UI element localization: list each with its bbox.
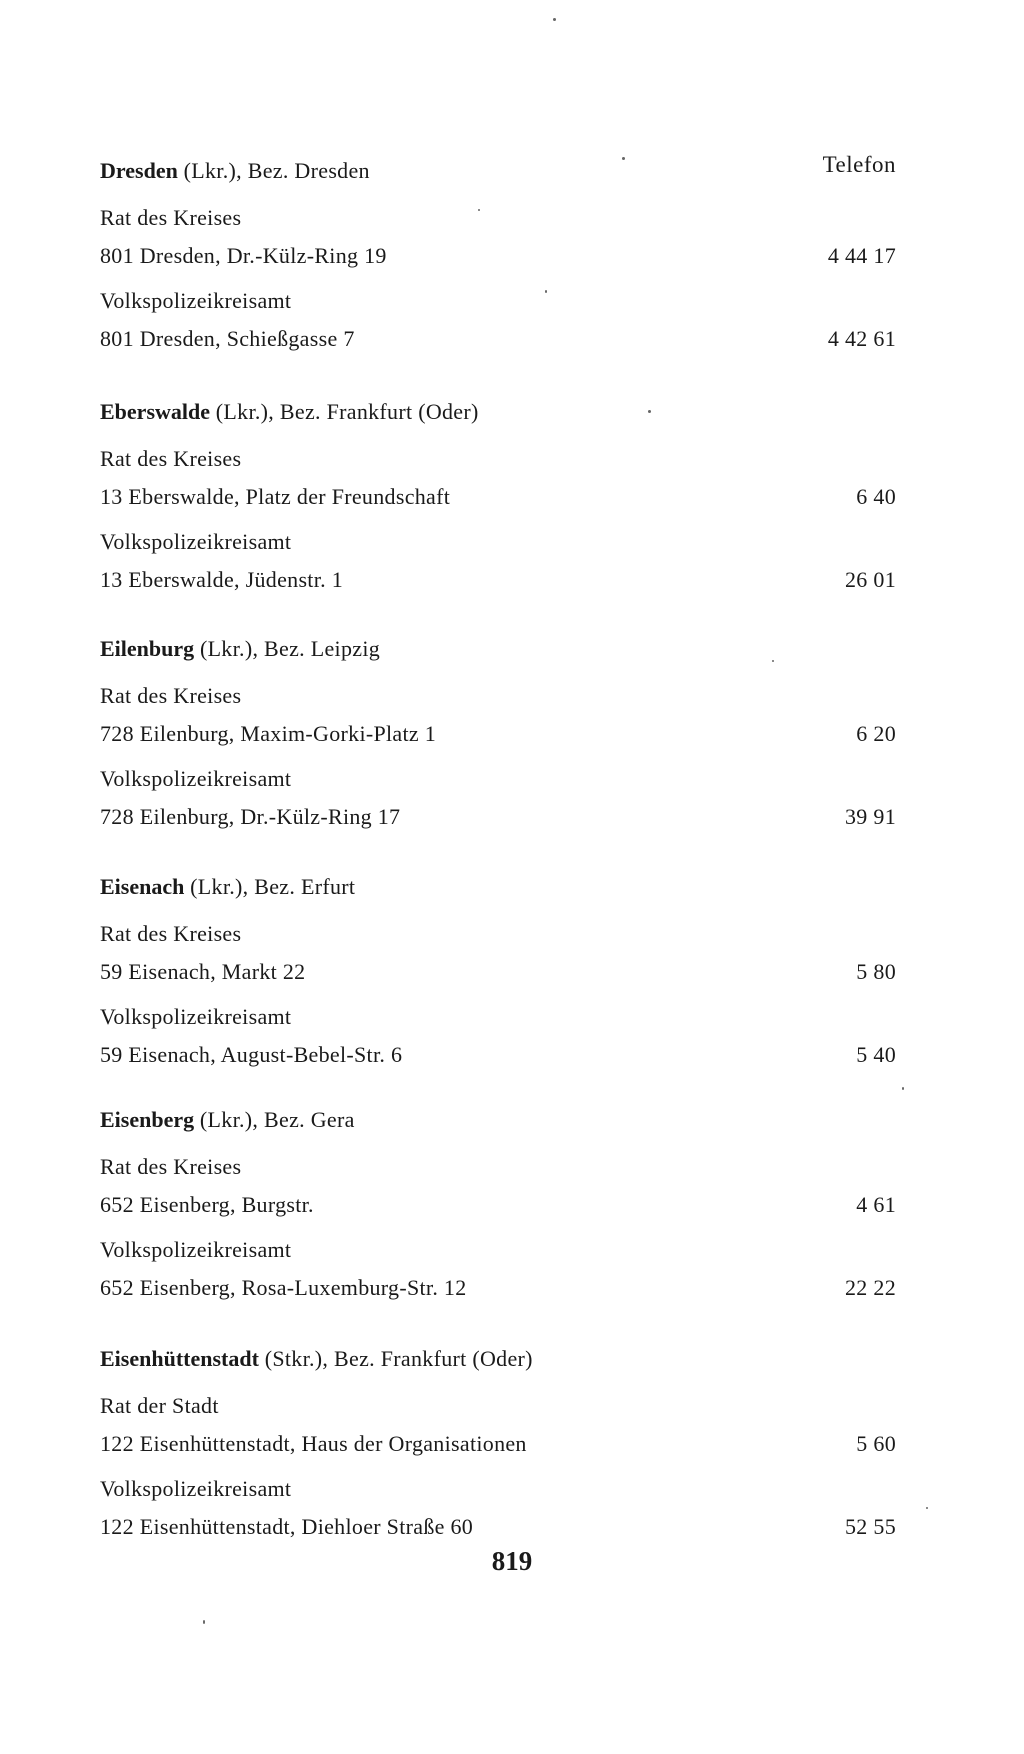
- office-name-row: [100, 677, 896, 715]
- scan-speck: [203, 1620, 205, 1624]
- office-name: Rat des Kreises: [100, 683, 242, 708]
- office-address: 801 Dresden, Schießgasse 7: [100, 326, 355, 351]
- entry-heading: [100, 152, 896, 192]
- office-name: Volkspolizeikreisamt: [100, 766, 292, 791]
- place-name: Eisenach: [100, 874, 185, 899]
- office-name-row: [100, 1387, 896, 1425]
- office-address: 59 Eisenach, Markt 22: [100, 959, 306, 984]
- scan-speck: [772, 660, 774, 662]
- directory-entry-dresden: [100, 152, 896, 358]
- phone-number: 4 42 61: [827, 326, 896, 351]
- office-name-row: [100, 199, 896, 237]
- office-address: 801 Dresden, Dr.-Külz-Ring 19: [100, 243, 387, 268]
- phone-number: 5 80: [856, 959, 896, 984]
- office-address: 13 Eberswalde, Platz der Freundschaft: [100, 484, 451, 509]
- office-name: Rat des Kreises: [100, 446, 242, 471]
- office-name: Rat der Stadt: [100, 1393, 219, 1418]
- place-qualifier: (Lkr.), Bez. Dresden: [177, 158, 370, 183]
- scan-speck: [553, 18, 556, 21]
- office-name: Rat des Kreises: [100, 1154, 242, 1179]
- office-address: 652 Eisenberg, Burgstr.: [100, 1192, 314, 1217]
- office-address-row: [100, 320, 896, 358]
- office-address-row: [100, 798, 896, 836]
- page-number: 819: [491, 1546, 533, 1576]
- entry-heading: [100, 1340, 896, 1380]
- entry-heading: [100, 868, 896, 908]
- place-qualifier: (Lkr.), Bez. Gera: [194, 1107, 355, 1132]
- phone-number: 39 91: [845, 804, 896, 829]
- office-address-row: [100, 715, 896, 753]
- telefon-column-header: Telefon: [822, 152, 896, 177]
- place-name: Dresden: [100, 158, 178, 183]
- office-name: Volkspolizeikreisamt: [100, 529, 292, 554]
- office-name: Rat des Kreises: [100, 205, 242, 230]
- office-address: 122 Eisenhüttenstadt, Haus der Organisationen: [100, 1431, 527, 1456]
- phone-number: 4 61: [856, 1192, 896, 1217]
- office-name-row: [100, 998, 896, 1036]
- place-qualifier: (Stkr.), Bez. Frankfurt (Oder): [258, 1346, 533, 1371]
- place-name: Eisenberg: [100, 1107, 195, 1132]
- office-name-row: [100, 440, 896, 478]
- phone-number: 5 40: [856, 1042, 896, 1067]
- office-name-row: [100, 282, 896, 320]
- office-name: Volkspolizeikreisamt: [100, 1004, 292, 1029]
- office-name-row: [100, 760, 896, 798]
- scan-speck: [478, 209, 480, 211]
- directory-entry-eisenhuettenstadt: [100, 1340, 896, 1546]
- place-name: Eilenburg: [100, 636, 195, 661]
- office-address: 59 Eisenach, August-Bebel-Str. 6: [100, 1042, 403, 1067]
- office-address: 13 Eberswalde, Jüdenstr. 1: [100, 567, 344, 592]
- scan-speck: [545, 290, 547, 293]
- office-address-row: [100, 1036, 896, 1074]
- entry-heading: [100, 393, 896, 433]
- office-name-row: [100, 1231, 896, 1269]
- directory-entry-eisenberg: [100, 1101, 896, 1307]
- office-name-row: [100, 523, 896, 561]
- phone-number: 6 40: [856, 484, 896, 509]
- directory-entry-eisenach: [100, 868, 896, 1074]
- scan-speck: [648, 410, 651, 413]
- place-qualifier: (Lkr.), Bez. Erfurt: [184, 874, 356, 899]
- place-qualifier: (Lkr.), Bez. Leipzig: [194, 636, 381, 661]
- office-address: 728 Eilenburg, Maxim-Gorki-Platz 1: [100, 721, 437, 746]
- phone-number: 26 01: [845, 567, 896, 592]
- scan-speck: [622, 157, 625, 160]
- office-address: 122 Eisenhüttenstadt, Diehloer Straße 60: [100, 1514, 474, 1539]
- directory-entry-eberswalde: [100, 393, 896, 599]
- entry-heading: [100, 1101, 896, 1141]
- place-qualifier: (Lkr.), Bez. Frankfurt (Oder): [210, 399, 479, 424]
- office-name-row: [100, 915, 896, 953]
- office-address-row: [100, 237, 896, 275]
- office-address-row: [100, 478, 896, 516]
- phone-number: 6 20: [856, 721, 896, 746]
- office-address-row: [100, 1269, 896, 1307]
- office-name: Volkspolizeikreisamt: [100, 1476, 292, 1501]
- office-name: Volkspolizeikreisamt: [100, 1237, 292, 1262]
- office-address: 652 Eisenberg, Rosa-Luxemburg-Str. 12: [100, 1275, 467, 1300]
- office-name-row: [100, 1470, 896, 1508]
- office-address-row: [100, 1508, 896, 1546]
- office-address-row: [100, 953, 896, 991]
- office-name-row: [100, 1148, 896, 1186]
- office-address: 728 Eilenburg, Dr.-Külz-Ring 17: [100, 804, 401, 829]
- place-name: Eisenhüttenstadt: [100, 1346, 259, 1371]
- phone-number: 52 55: [845, 1514, 896, 1539]
- office-address-row: [100, 1186, 896, 1224]
- scan-speck: [926, 1507, 928, 1509]
- office-name: Rat des Kreises: [100, 921, 242, 946]
- phone-number: 5 60: [856, 1431, 896, 1456]
- phone-number: 22 22: [845, 1275, 896, 1300]
- entry-heading: [100, 630, 896, 670]
- office-address-row: [100, 561, 896, 599]
- phone-number: 4 44 17: [827, 243, 896, 268]
- office-address-row: [100, 1425, 896, 1463]
- scan-speck: [902, 1087, 904, 1090]
- office-name: Volkspolizeikreisamt: [100, 288, 292, 313]
- place-name: Eberswalde: [100, 399, 210, 424]
- directory-entry-eilenburg: [100, 630, 896, 836]
